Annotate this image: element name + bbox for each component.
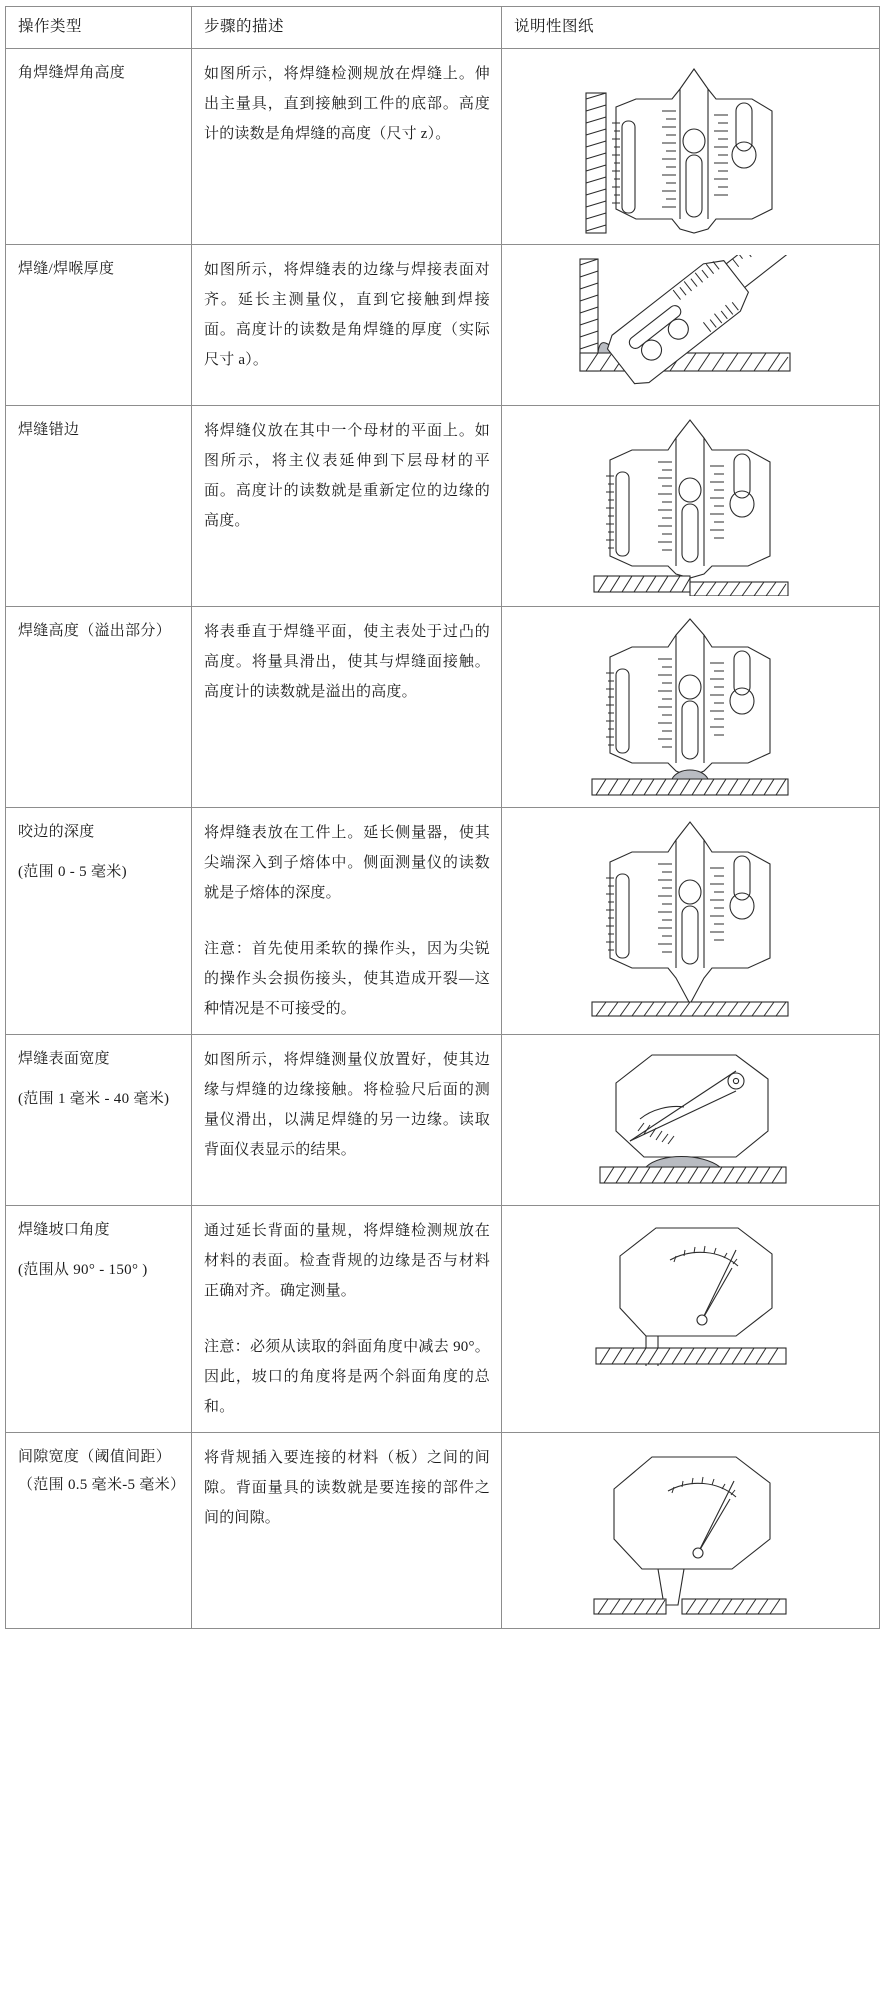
undercut-depth-gauge-icon [576,818,806,1018]
operation-type-label: 焊缝/焊喉厚度 [18,260,115,277]
operation-type-label: 焊缝错边 [18,421,80,438]
illustration-cell [502,48,880,244]
operation-type-cell [6,1034,192,1205]
illustration-cell [502,1034,880,1205]
operation-type-label: 间隙宽度（阈值间距）（范围 0.5 毫米-5 毫米） [18,1448,186,1494]
operation-type-cell [6,606,192,807]
welding-gauge-operations-table [5,6,880,1629]
illustration-cell [502,244,880,405]
description-paragraph: 如图所示，将焊缝表的边缘与焊接表面对齐。延长主测量仪，直到它接触到焊接面。高度计的读数是角焊缝的厚度（实际尺寸 a）。 [204,261,490,368]
description-note: 注意：必须从读取的斜面角度中减去 90°。因此，坡口的角度将是两个斜面角度的总和。 [204,1338,490,1415]
illustration-cell [502,606,880,807]
step-description-cell [192,606,502,807]
description-paragraph: 将焊缝仪放在其中一个母材的平面上。如图所示，将主仪表延伸到下层母材的平面。高度计的读数就是重新定位的边缘的高度。 [204,422,490,529]
column-header-step-description: 步骤的描述 [192,7,502,49]
description-paragraph: 通过延长背面的量规，将焊缝检测规放在材料的表面。检查背规的边缘是否与材料正确对齐。确定测量。 [204,1222,490,1299]
table-row [6,1432,880,1628]
table-body [6,48,880,1628]
fillet-weld-leg-height-gauge-icon [576,59,806,234]
table-row [6,48,880,244]
table-row [6,606,880,807]
operation-type-label: 咬边的深度 [18,823,95,840]
operation-range-label: (范围从 90° - 150° ) [18,1262,148,1279]
illustration-cell [502,1205,880,1432]
step-description-cell [192,244,502,405]
step-description-cell [192,48,502,244]
operation-type-label: 焊缝高度（溢出部分） [18,622,172,639]
operation-type-label: 焊缝坡口角度 [18,1221,110,1238]
table-header [6,7,880,49]
table-row [6,244,880,405]
column-header-operation-type: 操作类型 [6,7,192,49]
step-description-cell [192,1034,502,1205]
table-row [6,405,880,606]
header-row [6,7,880,49]
operation-type-cell [6,807,192,1034]
table-row [6,1205,880,1432]
weld-misalignment-gauge-icon [576,416,806,596]
description-paragraph: 如图所示，将焊缝测量仪放置好，使其边缘与焊缝的边缘接触。将检验尺后面的测量仪滑出，以满足焊缝的另一边缘。读取背面仪表显示的结果。 [204,1051,490,1158]
illustration-cell [502,405,880,606]
description-paragraph: 将背规插入要连接的材料（板）之间的间隙。背面量具的读数就是要连接的部件之间的间隙。 [204,1449,490,1526]
table-row [6,807,880,1034]
weld-throat-thickness-gauge-icon [566,255,816,395]
gap-width-gauge-icon [586,1443,796,1618]
weld-surface-width-gauge-icon [586,1045,796,1195]
table-row [6,1034,880,1205]
operation-type-cell [6,244,192,405]
description-paragraph: 将表垂直于焊缝平面，使主表处于过凸的高度。将量具滑出，使其与焊缝面接触。高度计的读数就是溢出的高度。 [204,623,490,700]
operation-type-cell [6,1205,192,1432]
operation-type-cell [6,48,192,244]
illustration-cell [502,807,880,1034]
step-description-cell [192,1205,502,1432]
step-description-cell [192,1432,502,1628]
description-paragraph: 将焊缝表放在工件上。延长侧量器，使其尖端深入到子熔体中。侧面测量仪的读数就是子熔体的深度。 [204,824,490,901]
step-description-cell [192,405,502,606]
column-header-illustration: 说明性图纸 [502,7,880,49]
operation-type-cell [6,1432,192,1628]
operation-range-label: (范围 1 毫米 - 40 毫米) [18,1091,170,1108]
weld-reinforcement-height-gauge-icon [576,617,806,797]
operation-type-label: 角焊缝焊角高度 [18,64,126,81]
step-description-cell [192,807,502,1034]
description-paragraph: 如图所示，将焊缝检测规放在焊缝上。伸出主量具，直到接触到工件的底部。高度计的读数是角焊缝的高度（尺寸 z）。 [204,65,490,142]
illustration-cell [502,1432,880,1628]
operation-range-label: (范围 0 - 5 毫米) [18,864,127,881]
operation-type-label: 焊缝表面宽度 [18,1050,110,1067]
description-note: 注意：首先使用柔软的操作头，因为尖锐的操作头会损伤接头，使其造成开裂—这种情况是不可接受的。 [204,940,490,1017]
bevel-angle-gauge-icon [586,1216,796,1376]
operation-type-cell [6,405,192,606]
